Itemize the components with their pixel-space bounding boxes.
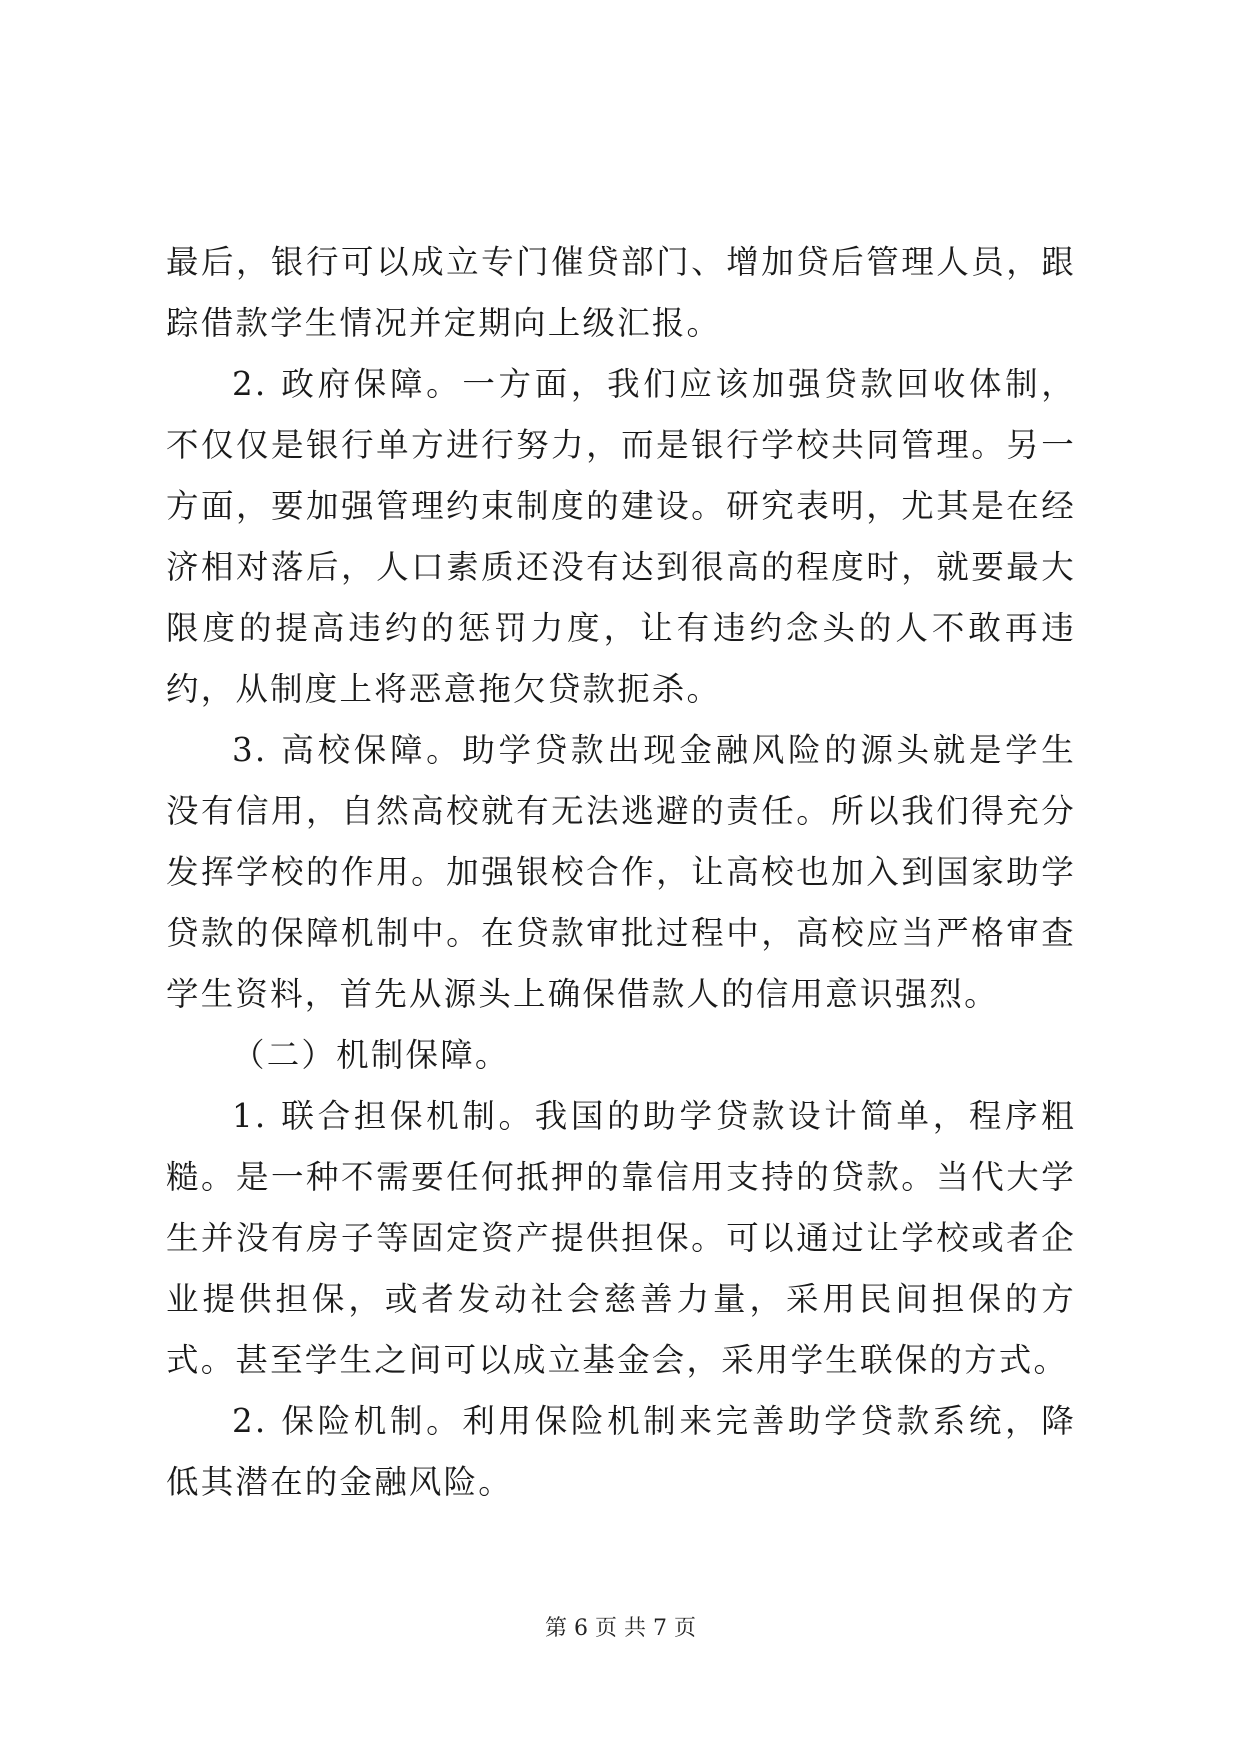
page-number-footer: 第 6 页 共 7 页 (545, 1616, 696, 1641)
paragraph-insurance-mechanism: 2. 保险机制。利用保险机制来完善助学贷款系统，降低其潜在的金融风险。 (166, 1402, 1076, 1501)
section-heading-mechanism: （二）机制保障。 (232, 1036, 510, 1074)
paragraph-continuation: 最后，银行可以成立专门催贷部门、增加贷后管理人员，跟踪借款学生情况并定期向上级汇报。 (166, 243, 1076, 342)
paragraph-university-guarantee: 3. 高校保障。助学贷款出现金融风险的源头就是学生没有信用，自然高校就有无法逃避的责任。所以我们得充分发挥学校的作用。加强银校合作，让高校也加入到国家助学贷款的保障机制中。在贷款审批过程中，高校应当严格审查学生资料，首先从源头上确保借款人的信用意识强烈。 (166, 731, 1076, 1013)
document-body (166, 232, 1076, 1513)
paragraph-joint-guarantee: 1. 联合担保机制。我国的助学贷款设计简单，程序粗糙。是一种不需要任何抵押的靠信用支持的贷款。当代大学生并没有房子等固定资产提供担保。可以通过让学校或者企业提供担保，或者发动社会慈善力量，采用民间担保的方式。甚至学生之间可以成立基金会，采用学生联保的方式。 (166, 1097, 1076, 1379)
paragraph-government-guarantee: 2. 政府保障。一方面，我们应该加强贷款回收体制，不仅仅是银行单方进行努力，而是银行学校共同管理。另一方面，要加强管理约束制度的建设。研究表明，尤其是在经济相对落后，人口素质还没有达到很高的程度时，就要最大限度的提高违约的惩罚力度，让有违约念头的人不敢再违约，从制度上将恶意拖欠贷款扼杀。 (166, 365, 1076, 708)
